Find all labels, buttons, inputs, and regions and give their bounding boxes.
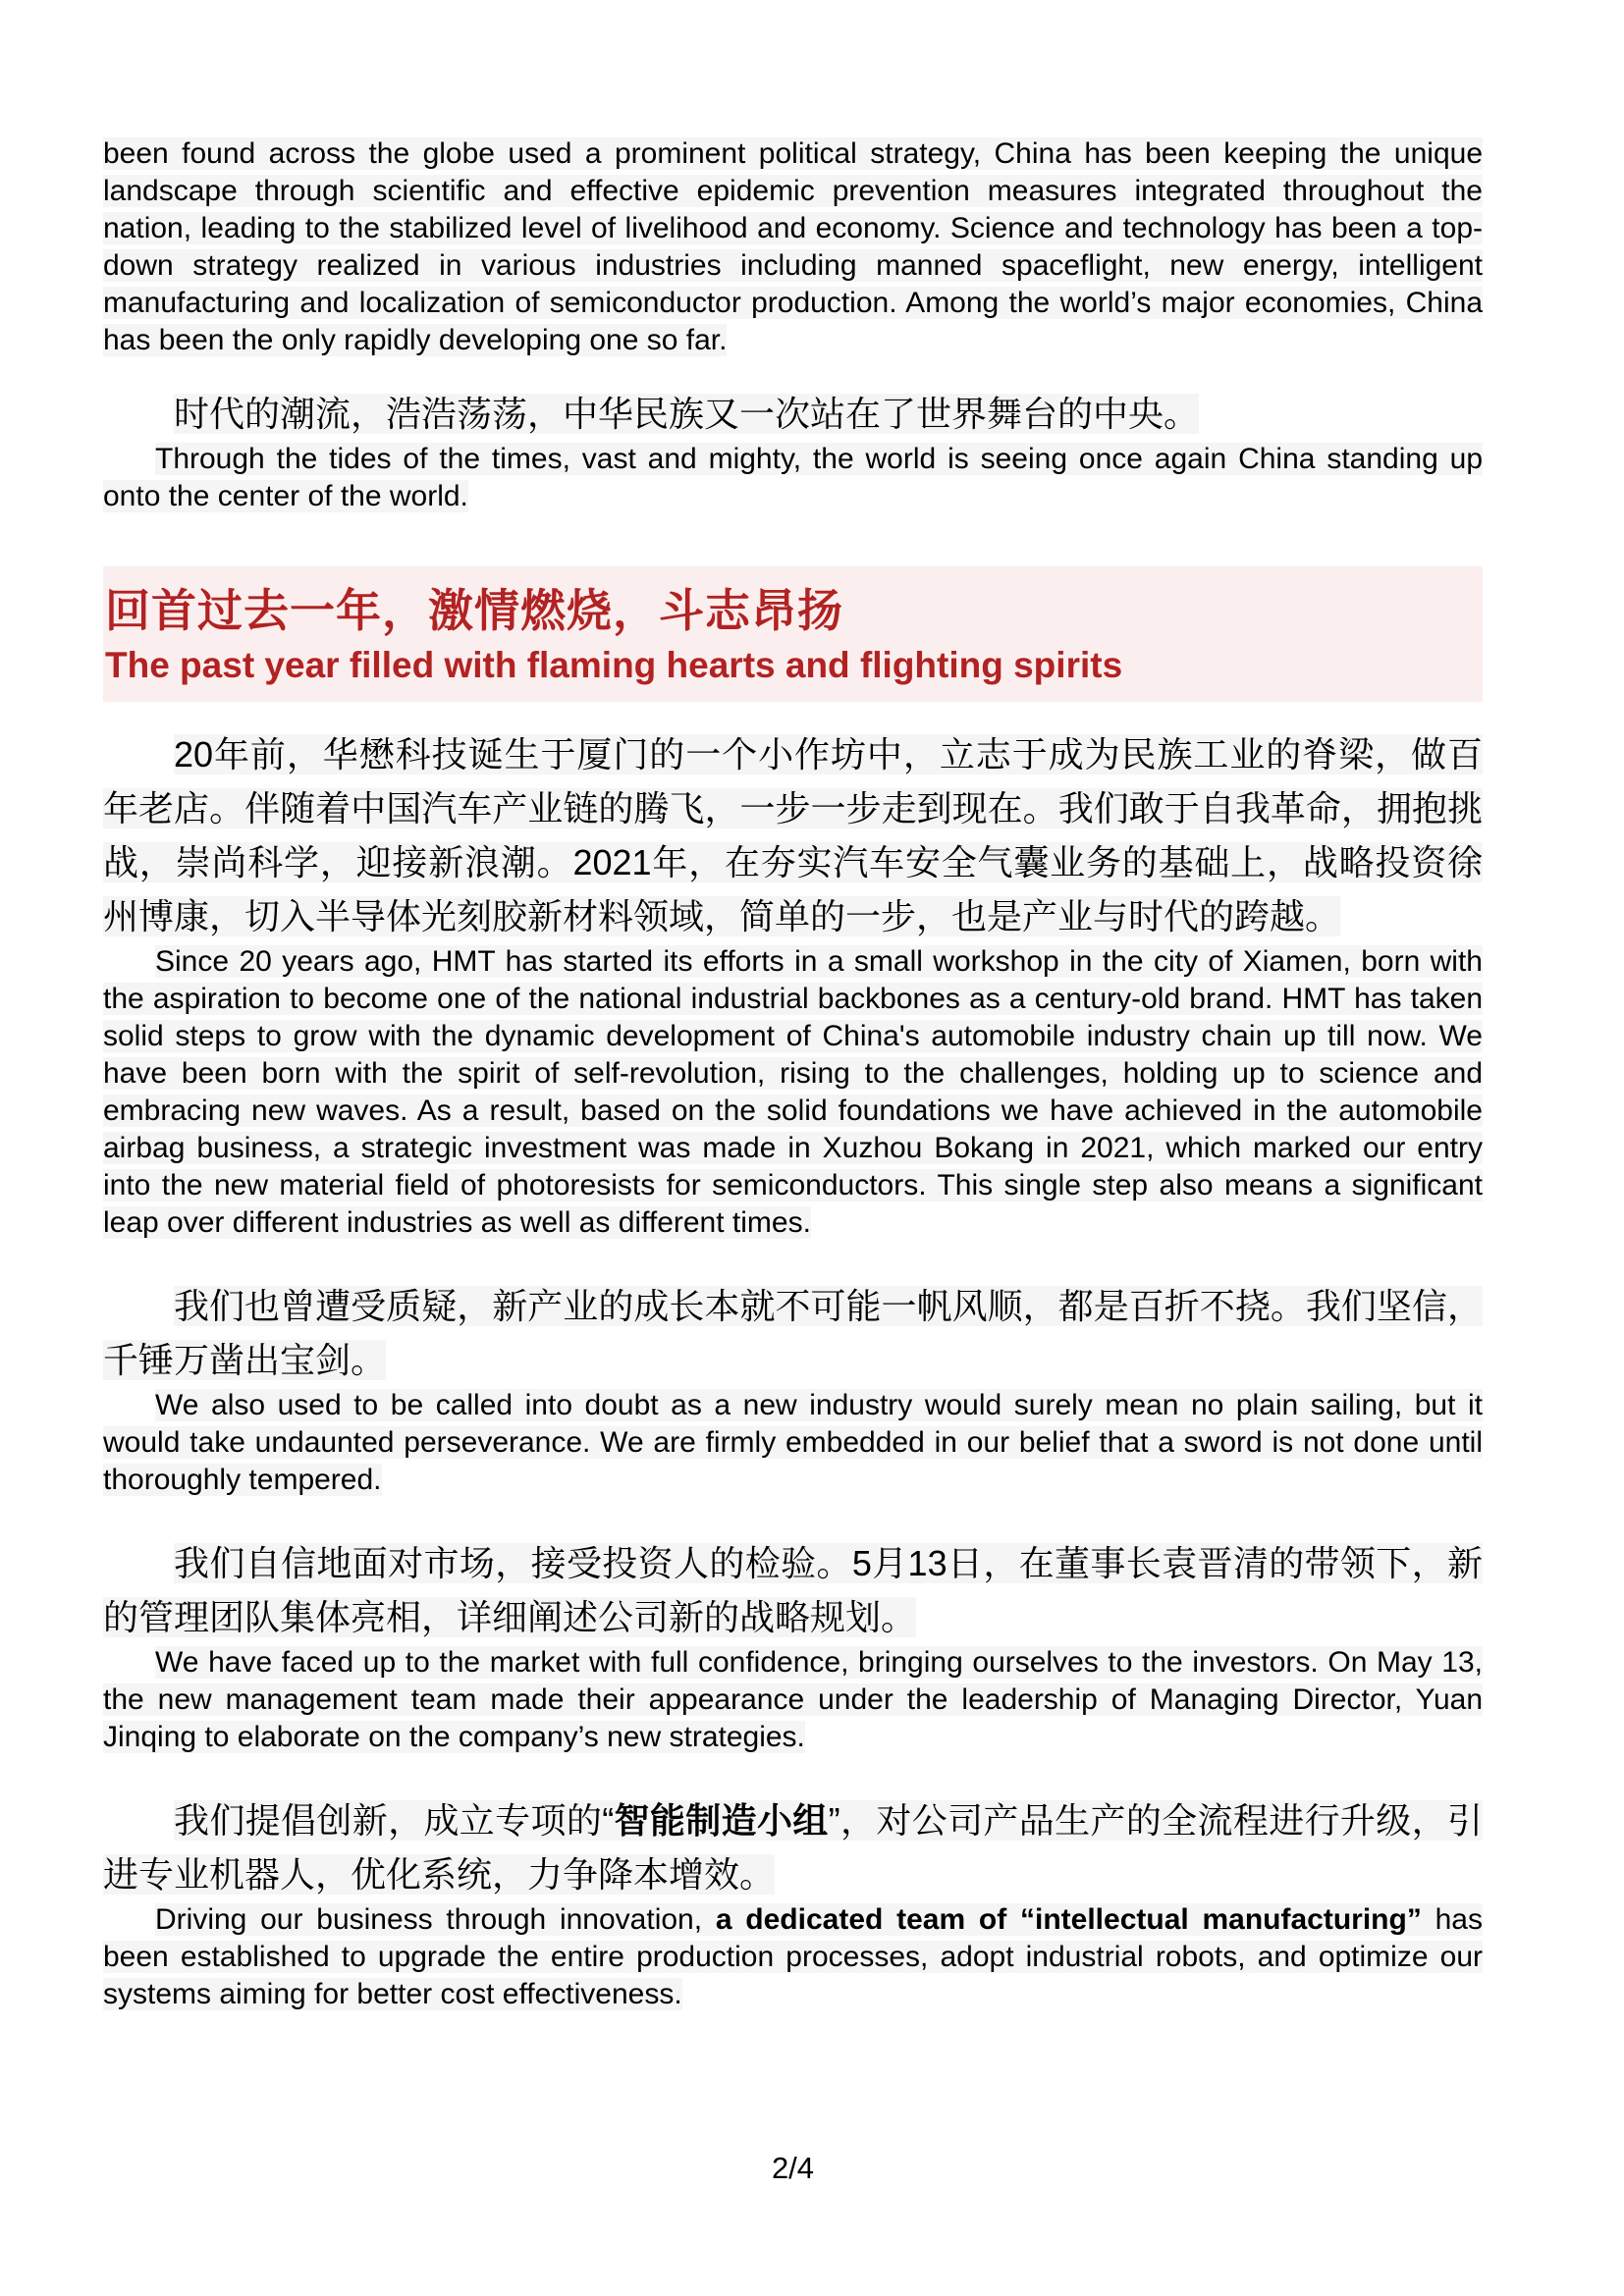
quote-zh (103, 387, 1483, 441)
paragraph-innovation-zh-post: ”，对公司产品生产的全流程进行升级，引进专业机器人，优化系统，力争降本增效。 (103, 1800, 1483, 1895)
paragraph-founding-zh-text: 20年前，华懋科技诞生于厦门的一个小作坊中，立志于成为民族工业的脊梁，做百年老店。伴随着中国汽车产业链的腾飞，一步一步走到现在。我们敢于自我革命，拥抱挑战，崇尚科学，迎接新浪潮。2021年，在夯实汽车安全气囊业务的基础上，战略投资徐州博康，切入半导体光刻胶新材料领域，简单的一步，也是产业与时代的跨越。 (103, 734, 1483, 936)
paragraph-market-en-text: We have faced up to the market with full confidence, bringing ourselves to the investors. On May 13, the new management team made their appearance under the leadership of Managing Director, Yuan Jinqing to elaborate on the company’s new strategies. (103, 1646, 1483, 1753)
quote-en-text: Through the tides of the times, vast and mighty, the world is seeing once again China standing up onto the center of the world. (103, 443, 1483, 512)
paragraph-intro-en-text: been found across the globe used a prominent political strategy, China has been keeping the unique landscape through scientific and effective epidemic prevention measures integrated throughout the nation, leading to the stabilized level of livelihood and economy. Science and technology has been a top-down strategy realized in various industries including manned spaceflight, new energy, intelligent manufacturing and localization of semiconductor production. Among the world’s major economies, China has been the only rapidly developing one so far. (103, 137, 1483, 356)
quote-block (103, 387, 1483, 515)
section-heading-zh: 回首过去一年，激情燃烧，斗志昂扬 (105, 585, 843, 636)
paragraph-founding-en (103, 943, 1483, 1242)
section-heading-en: The past year filled with flaming hearts and flighting spirits (105, 645, 1123, 685)
paragraph-doubt-zh-text: 我们也曾遭受质疑，新产业的成长本就不可能一帆风顺，都是百折不挠。我们坚信，千锤万凿出宝剑。 (103, 1286, 1483, 1380)
paragraph-founding-zh (103, 727, 1483, 943)
paragraph-innovation-zh-bold: 智能制造小组 (614, 1800, 829, 1841)
paragraph-doubt-zh (103, 1279, 1483, 1387)
paragraph-innovation-zh-text (103, 1800, 1483, 1895)
paragraph-intro-en (103, 135, 1483, 359)
section-innovation (103, 1793, 1483, 2013)
paragraph-innovation-en-text (103, 1903, 1483, 2010)
section-heading (103, 566, 1483, 702)
paragraph-innovation-en-post: has been established to upgrade the entire production processes, adopt industrial robots, and optimize our systems aiming for better cost effectiveness. (103, 1903, 1483, 2010)
paragraph-innovation-zh-pre: 我们提倡创新，成立专项的“ (174, 1800, 615, 1841)
quote-en (103, 441, 1483, 515)
paragraph-innovation-en-pre: Driving our business through innovation, (155, 1903, 716, 1936)
paragraph-innovation-en (103, 1901, 1483, 2013)
section-market (103, 1536, 1483, 1756)
paragraph-innovation-en-bold: a dedicated team of “intellectual manufacturing” (715, 1903, 1422, 1936)
section-founding (103, 727, 1483, 1242)
section-doubt (103, 1279, 1483, 1499)
paragraph-doubt-en-text: We also used to be called into doubt as a new industry would surely mean no plain sailing, but it would take undaunted perseverance. We are firmly embedded in our belief that a sword is not done until thoroughly tempered. (103, 1389, 1483, 1496)
paragraph-market-en (103, 1644, 1483, 1756)
paragraph-market-zh (103, 1536, 1483, 1644)
quote-zh-text: 时代的潮流，浩浩荡荡，中华民族又一次站在了世界舞台的中央。 (174, 394, 1200, 434)
page-number: 2/4 (771, 2151, 815, 2185)
paragraph-founding-en-text: Since 20 years ago, HMT has started its efforts in a small workshop in the city of Xiamen, born with the aspiration to become one of the national industrial backbones as a century-old brand. HMT has taken solid steps to grow with the dynamic development of China's automobile industry chain up till now. We have been born with the spirit of self-revolution, rising to the challenges, holding up to science and embracing new waves. As a result, based on the solid foundations we have achieved in the automobile airbag business, a strategic investment was made in Xuzhou Bokang in 2021, which marked our entry into the new material field of photoresists for semiconductors. This single step also means a significant leap over different industries as well as different times. (103, 945, 1483, 1239)
paragraph-innovation-zh (103, 1793, 1483, 1901)
paragraph-market-zh-text: 我们自信地面对市场，接受投资人的检验。5月13日，在董事长袁晋清的带领下，新的管理团队集体亮相，详细阐述公司新的战略规划。 (103, 1543, 1483, 1637)
paragraph-doubt-en (103, 1387, 1483, 1499)
